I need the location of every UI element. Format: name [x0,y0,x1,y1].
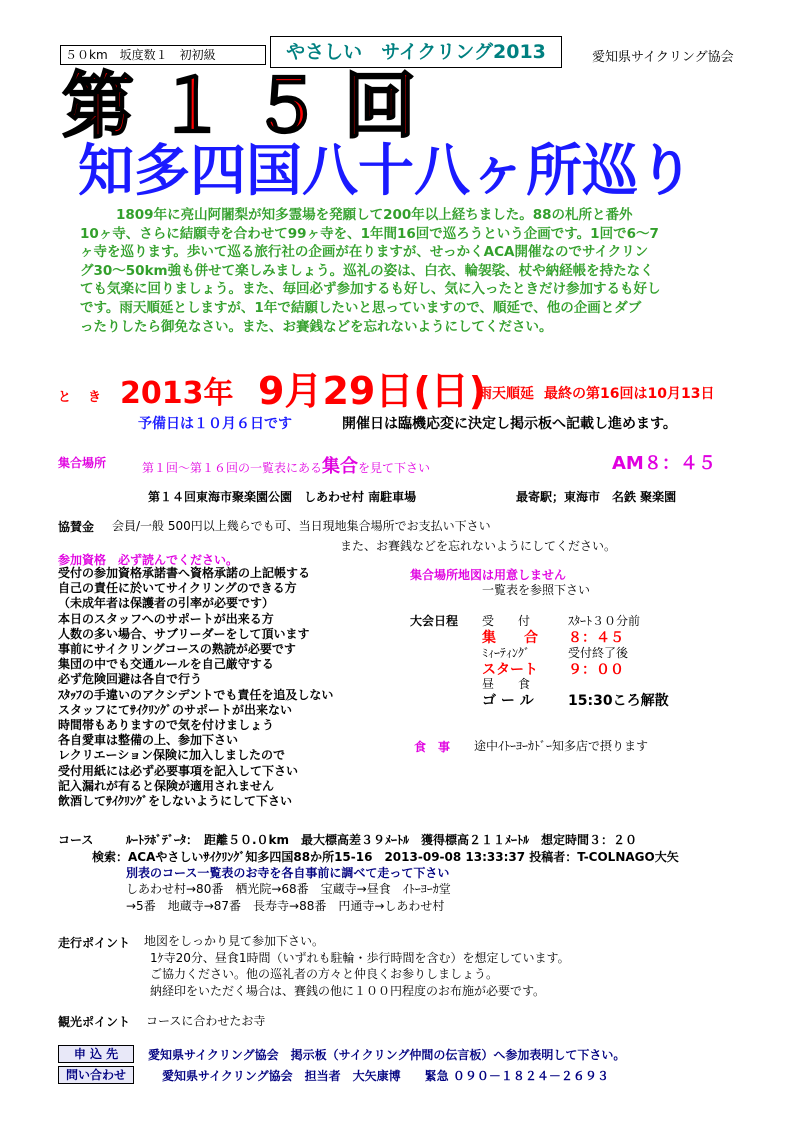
qualification-item: 記入漏れが有ると保険が適用されません [58,778,275,793]
qualification-item: 受付の参加資格承諾書へ資格承諾の上記帳する [58,566,311,580]
meeting-place: 第１４回東海市聚楽園公園 しあわせ村 南駐車場 [148,490,417,504]
meeting-time: AM８：４５ [612,453,716,474]
series-title: やさしい サイクリング2013 [270,36,562,68]
qualification-item: 飲酒してｻｲｸﾘﾝｸﾞをしないようにして下さい [58,794,293,809]
date-year: 2013年 [120,376,234,411]
organizer: 愛知県サイクリング協会 [592,50,734,65]
schedule-name: ゴ ー ル [482,693,534,709]
intro-line: ったりしたら御免なさい。また、お賽銭などを忘れないようにしてください。 [80,318,553,335]
apply-label: 申 込 先 [58,1045,134,1063]
schedule-row [482,690,669,710]
sightseeing-label: 観光ポイント [58,1015,131,1029]
level-badge: ５０km 坂度数１ 初初級 [60,45,266,65]
qualification-item: 自己の責任に於いてサイクリングのできる方 [58,581,297,596]
course-line1: ﾙｰﾄﾗﾎﾞﾃﾞｰﾀ： 距離５０.０km 最大標高差３９ﾒｰﾄﾙ 獲得標高２１１ﾒｰﾄﾙ 想定時間３：２０ [126,833,638,847]
points-line: 1ｹ寺20分、昼食1時間（いずれも駐輪・歩行時間を含む）を想定しています。 [150,950,570,965]
date-note: 開催日は臨機応変に決定し掲示板へ記載し進めます。 [342,416,677,432]
qualification-item: 事前にサイクリングコースの熟読が必要です [58,642,296,657]
event-number: 第１５回 [62,64,439,148]
schedule-name: スタート [482,662,538,678]
points-list [144,933,570,999]
intro-text [80,206,760,336]
fee-label: 協賛金 [58,520,95,534]
schedule-name: ﾐｨｰﾃｨﾝｸﾞ [482,646,531,660]
fee-line1: 会員/一般 500円以上幾らでも可、当日現地集合場所でお支払い下さい [112,519,491,533]
course-line3: 別表のコース一覧表のお寺を各自事前に調べて走って下さい [126,866,450,880]
qualification-item: ｽﾀｯﾌの手違いのアクシデントでも責任を追及しない [58,687,334,702]
intro-line: です。雨天順延としますが、1年で結願したいと思っていますので、順延で、他の企画とダブ [80,299,642,316]
course-line5: →5番 地蔵寺→87番 長寿寺→88番 円通寺→しあわせ村 [126,899,445,913]
points-line: 納経印をいただく場合は、賽銭の他に１００円程度のお布施が必要です。 [150,983,546,998]
reserve-day: 予備日は１０月６日です [138,416,292,432]
intro-line: 1809年に亮山阿闍梨が知多霊場を発願して200年以上経ちました。88の札所と番外 [116,207,633,223]
meeting-text [142,452,430,478]
fee-line2: また、お賽銭などを忘れないようにしてください。 [340,539,617,553]
schedule-value: ｽﾀｰﾄ３０分前 [568,614,641,628]
intro-line: ても気楽に回りましょう。また、毎回必ず参加するも好し、気に入ったときだけ参加するも好し [80,281,661,298]
schedule-value: 15:30ころ解散 [568,693,669,709]
intro-line: ヶ寺を巡ります。歩いて巡る旅行社の企画が在りますが、せっかくACA開催なのでサイクリン [80,244,649,261]
schedule-value: ９：００ [568,662,624,678]
qualification-item: スタッフにてｻｲｸﾘﾝｸﾞのサポートが出来ない [58,702,293,717]
schedule-name: 受 付 [482,614,531,628]
meeting-text-pre: 第１回～第１６回の一覧表にある [142,461,323,475]
qualification-label: 参加資格 必ず読んでください。 [58,553,239,567]
schedule-name: 昼 食 [482,677,531,691]
meeting-label: 集合場所 [58,456,107,470]
points-label: 走行ポイント [58,936,131,950]
contact-label: 問い合わせ [58,1066,134,1084]
qualification-list [58,566,333,809]
date-label: と き [58,390,104,405]
qualification-item: 集団の中でも交通ルールを自己厳守する [58,657,274,672]
date-day: 9月29日(日) [258,369,487,413]
qualification-item: 受付用紙には必ず必要事項を記入して下さい [58,763,299,778]
map-label: 集合場所地図は用意しません [410,568,567,582]
event-title: 知多四国八十八ヶ所巡り [78,139,694,204]
sightseeing-text: コースに合わせたお寺 [146,1014,266,1028]
meal-text: 途中ｲﾄｰﾖｰｶﾄﾞｰ知多店で摂ります [474,739,649,753]
rain-postpone: 雨天順延 [478,386,534,402]
qualification-item: 必ず危険回避は各自で行う [58,672,203,687]
qualification-item: 本日のスタッフへのサポートが出来る方 [58,611,274,626]
qualification-item: （未成年者は保護者の引率が必要です） [58,596,275,611]
schedule-value: ８：４５ [568,630,624,646]
qualification-item: 人数の多い場合、サブリーダーをして頂います [58,626,310,641]
map-text: 一覧表を参照下さい [482,583,591,597]
nearest-station: 最寄駅；東海市 名鉄 聚楽園 [516,490,677,504]
intro-line: 10ヶ寺、さらに結願寺を合わせて99ヶ寺を、1年間16回で巡ろうという企画です。1回で6～7 [80,225,659,242]
qualification-item: 各自愛車は整備の上、参加下さい [58,733,239,748]
meeting-text-post: を見て下さい [358,461,431,475]
meal-label: 食 事 [414,740,451,754]
contact-text: 愛知県サイクリング協会 担当者 大矢康博 緊急 ０９０－１８２４－２６９３ [162,1069,609,1083]
course-line4: しあわせ村→80番 栖光院→68番 宝蔵寺→昼食 ｲﾄｰﾖｰｶ堂 [126,882,451,896]
last-event: 最終の第16回は10月13日 [544,386,715,402]
intro-line: グ30～50km強も併せて楽しみましょう。巡礼の姿は、白衣、輪袈裟、杖や納経帳を持たなく [80,262,654,279]
qualification-item: レクリエーション保険に加入しましたので [58,748,286,763]
course-line2: 検索：ACAやさしいｻｲｸﾘﾝｸﾞ知多四国88か所15-16 2013-09-08 13:33:37 投稿者：T-COLNAGO大矢 [92,850,679,864]
points-line: 地図をしっかり見て参加下さい。 [144,934,325,948]
course-label: コース [58,833,94,847]
apply-text: 愛知県サイクリング協会 掲示板（サイクリング仲間の伝言板）へ参加表明して下さい。 [148,1048,626,1062]
schedule-value: 受付終了後 [568,646,629,660]
meeting-emph: 集合 [322,456,359,477]
schedule-name: 集 合 [482,630,538,646]
qualification-item: 時間帯もありますので気を付けましょう [58,718,275,733]
points-line: ご協力ください。他の巡礼者の方々と仲良くお参りしましょう。 [150,967,499,981]
schedule-label: 大会日程 [410,614,459,628]
